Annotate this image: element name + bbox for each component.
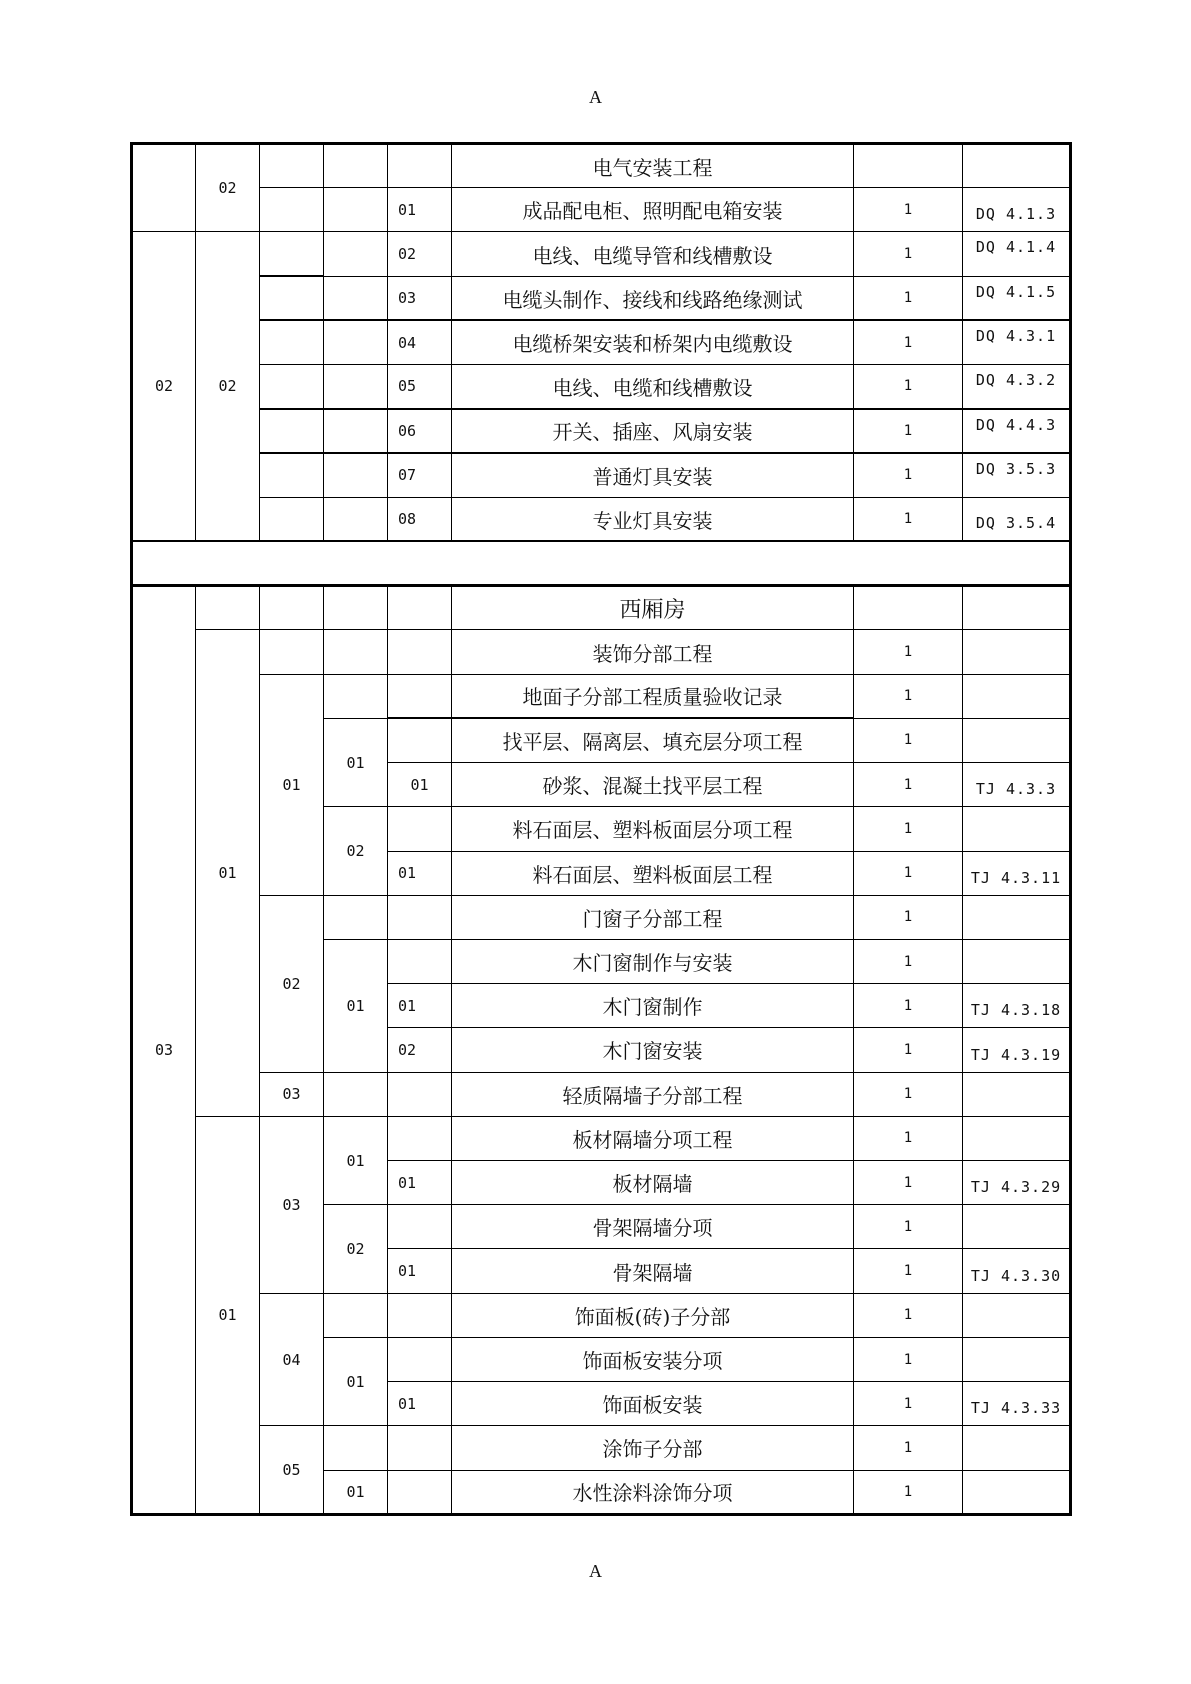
item-code: 01: [388, 1382, 452, 1426]
cell-col2: 02: [196, 232, 260, 542]
item-name: 料石面层、塑料板面层分项工程: [452, 807, 854, 851]
item-code: 04: [388, 320, 452, 364]
table-row: [132, 1072, 1071, 1116]
table-row: [132, 1116, 1071, 1160]
item-name: 找平层、隔离层、填充层分项工程: [452, 718, 854, 762]
item-count: 1: [854, 1028, 963, 1072]
item-name: 电气安装工程: [452, 144, 854, 188]
item-name: 饰面板安装: [452, 1382, 854, 1426]
item-count: 1: [854, 188, 963, 232]
page-footer-mark: A: [589, 1561, 602, 1581]
item-name: 砂浆、混凝土找平层工程: [452, 763, 854, 807]
item-ref: DQ 4.3.2: [963, 365, 1071, 409]
item-name: 普通灯具安装: [452, 453, 854, 497]
item-count: 1: [854, 1249, 963, 1293]
acceptance-record-table: [130, 142, 1072, 1516]
item-name: 电线、电缆导管和线槽敷设: [452, 232, 854, 276]
item-count: 1: [854, 1072, 963, 1116]
cell-col3: 03: [260, 1072, 324, 1116]
table-row: [132, 674, 1071, 718]
item-name: 电缆桥架安装和桥架内电缆敷设: [452, 320, 854, 364]
item-name: 成品配电柜、照明配电箱安装: [452, 188, 854, 232]
item-name: 电线、电缆和线槽敷设: [452, 365, 854, 409]
item-count: 1: [854, 1161, 963, 1205]
table-row: [132, 586, 1071, 630]
item-count: 1: [854, 851, 963, 895]
item-count: 1: [854, 232, 963, 276]
cell-col4: 01: [324, 1337, 388, 1425]
item-ref: TJ 4.3.3: [963, 763, 1071, 807]
item-ref: DQ 4.3.1: [963, 320, 1071, 364]
table-row: [132, 409, 1071, 453]
item-ref: DQ 4.1.5: [963, 276, 1071, 320]
item-code: 01: [388, 851, 452, 895]
item-count: 1: [854, 276, 963, 320]
item-name: 轻质隔墙子分部工程: [452, 1072, 854, 1116]
item-count: 1: [854, 320, 963, 364]
item-ref: DQ 3.5.3: [963, 453, 1071, 497]
item-count: 1: [854, 939, 963, 983]
item-name: 料石面层、塑料板面层工程: [452, 851, 854, 895]
table-row: [132, 320, 1071, 364]
cell-col4: 01: [324, 939, 388, 1072]
item-count: 1: [854, 1426, 963, 1470]
item-code: 02: [388, 1028, 452, 1072]
cell-col1: 02: [132, 232, 196, 542]
item-ref: TJ 4.3.30: [963, 1249, 1071, 1293]
cell-col3: 05: [260, 1426, 324, 1515]
item-name: 木门窗制作: [452, 984, 854, 1028]
item-count: 1: [854, 630, 963, 674]
item-code: 07: [388, 453, 452, 497]
item-code: 05: [388, 365, 452, 409]
item-name: 木门窗安装: [452, 1028, 854, 1072]
item-name: 板材隔墙: [452, 1161, 854, 1205]
item-code: 02: [388, 232, 452, 276]
item-code: 06: [388, 409, 452, 453]
table-row: [132, 1293, 1071, 1337]
item-name: 专业灯具安装: [452, 497, 854, 541]
cell-col3: 03: [260, 1116, 324, 1293]
table-row: [132, 188, 1071, 232]
table-row: [132, 144, 1071, 188]
item-count: 1: [854, 1337, 963, 1381]
cell-col1: [132, 144, 196, 232]
item-name: 板材隔墙分项工程: [452, 1116, 854, 1160]
item-name: 骨架隔墙分项: [452, 1205, 854, 1249]
item-name: 涂饰子分部: [452, 1426, 854, 1470]
cell-col3: 04: [260, 1293, 324, 1426]
item-count: 1: [854, 1470, 963, 1514]
cell-col2: 01: [196, 1116, 260, 1514]
item-count: 1: [854, 895, 963, 939]
item-count: 1: [854, 807, 963, 851]
item-code: 01: [388, 984, 452, 1028]
item-ref: TJ 4.3.29: [963, 1161, 1071, 1205]
item-ref: DQ 3.5.4: [963, 497, 1071, 541]
item-count: 1: [854, 763, 963, 807]
item-name: 门窗子分部工程: [452, 895, 854, 939]
table-row: [132, 453, 1071, 497]
item-count: 1: [854, 984, 963, 1028]
table-row: [132, 232, 1071, 276]
item-count: 1: [854, 718, 963, 762]
item-ref: DQ 4.1.3: [963, 188, 1071, 232]
item-name: 骨架隔墙: [452, 1249, 854, 1293]
item-count: 1: [854, 497, 963, 541]
cell-col4: 02: [324, 807, 388, 895]
cell-col2: 01: [196, 630, 260, 1116]
item-count: 1: [854, 1293, 963, 1337]
item-count: 1: [854, 365, 963, 409]
item-code: 01: [388, 188, 452, 232]
page-header-mark: A: [589, 87, 602, 107]
item-name: 地面子分部工程质量验收记录: [452, 674, 854, 718]
item-name: 开关、插座、风扇安装: [452, 409, 854, 453]
item-count: 1: [854, 1116, 963, 1160]
item-name: 饰面板安装分项: [452, 1337, 854, 1381]
table-row: [132, 630, 1071, 674]
item-ref: TJ 4.3.33: [963, 1382, 1071, 1426]
cell-col2: 02: [196, 144, 260, 232]
cell-col4: 01: [324, 1116, 388, 1204]
item-ref: TJ 4.3.18: [963, 984, 1071, 1028]
table-row: [132, 276, 1071, 320]
item-count: 1: [854, 409, 963, 453]
item-ref: DQ 4.1.4: [963, 232, 1071, 276]
cell-col4: 02: [324, 1205, 388, 1293]
item-ref: DQ 4.4.3: [963, 409, 1071, 453]
table-row: [132, 895, 1071, 939]
item-code: 01: [388, 1161, 452, 1205]
item-name: 水性涂料涂饰分项: [452, 1470, 854, 1514]
table-row: [132, 365, 1071, 409]
cell-col1: 03: [132, 586, 196, 1515]
table-row: [132, 497, 1071, 541]
item-count: 1: [854, 1205, 963, 1249]
item-code: 03: [388, 276, 452, 320]
item-name: 饰面板(砖)子分部: [452, 1293, 854, 1337]
cell-col4: 01: [324, 718, 388, 806]
table-row: [132, 1426, 1071, 1470]
item-code: 08: [388, 497, 452, 541]
item-ref: TJ 4.3.11: [963, 851, 1071, 895]
item-name: 木门窗制作与安装: [452, 939, 854, 983]
item-code: 01: [388, 1249, 452, 1293]
item-count: 1: [854, 453, 963, 497]
item-name: 装饰分部工程: [452, 630, 854, 674]
section-title: 西厢房: [452, 586, 854, 630]
item-count: 1: [854, 1382, 963, 1426]
cell-col3: 02: [260, 895, 324, 1072]
separator-row: [132, 541, 1071, 585]
cell-col3: 01: [260, 674, 324, 895]
cell-col4: 01: [324, 1470, 388, 1514]
item-count: 1: [854, 674, 963, 718]
item-name: 电缆头制作、接线和线路绝缘测试: [452, 276, 854, 320]
item-ref: TJ 4.3.19: [963, 1028, 1071, 1072]
item-code: 01: [388, 763, 452, 807]
